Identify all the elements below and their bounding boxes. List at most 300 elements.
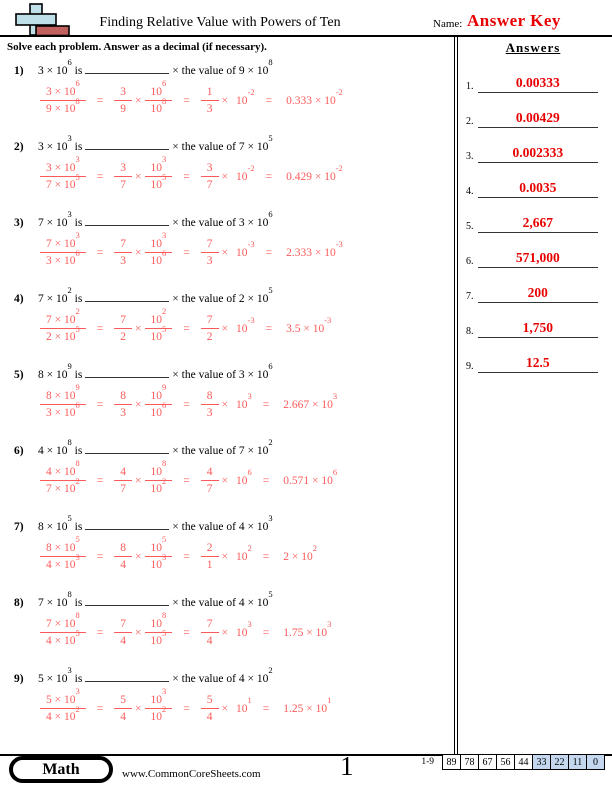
power-base: 10	[236, 322, 248, 335]
fraction-reduced	[201, 237, 219, 269]
question-rhs-coef: 3	[238, 217, 245, 229]
equals-symbol: =	[96, 398, 104, 411]
numerator-coef: 5	[46, 694, 52, 706]
problem-block	[14, 58, 452, 134]
times-symbol: ×	[46, 673, 54, 685]
denominator-base: 10	[64, 635, 76, 648]
instruction-text: Solve each problem. Answer as a decimal (if necessary).	[7, 41, 267, 53]
solution-result	[286, 239, 343, 259]
solution-line	[40, 382, 452, 421]
fraction-original	[40, 686, 86, 725]
question-rhs-exponent: 5	[268, 285, 273, 296]
times-symbol: ×	[54, 238, 62, 250]
fraction-numerator: 7	[114, 617, 132, 633]
numerator-coef: 8	[46, 542, 52, 554]
value-of-phrase: × the value of	[172, 597, 236, 609]
fraction-denominator: 3	[120, 255, 126, 268]
numerator-base: 10	[64, 542, 76, 554]
times-symbol: ×	[54, 255, 62, 268]
score-cell: 89	[442, 754, 461, 770]
fraction-coefficients	[114, 617, 132, 649]
power-exponent: 1	[247, 695, 252, 706]
answer-blank	[85, 671, 169, 682]
question-rhs-coef: 4	[238, 673, 245, 685]
equals-symbol: =	[262, 398, 270, 411]
answer-value: 1,750	[522, 320, 553, 335]
equals-symbol: =	[262, 550, 270, 563]
fraction-coefficients	[114, 85, 132, 117]
power-base: 10	[236, 246, 248, 259]
plus-eraser-logo-icon	[8, 3, 70, 37]
question-rhs-exponent: 6	[268, 209, 273, 220]
times-symbol: ×	[135, 626, 142, 639]
power-base: 10	[150, 542, 162, 554]
fraction-numerator: 7	[201, 237, 219, 253]
question-lhs-coef: 5	[38, 673, 44, 685]
fraction-denominator	[46, 551, 80, 572]
power-exponent: 6	[162, 399, 167, 410]
answer-row	[458, 303, 608, 338]
problem-number: 9)	[14, 673, 24, 685]
question-lhs-base: 10	[56, 141, 68, 153]
fraction-denominator	[150, 475, 167, 496]
power-exponent: 3	[162, 154, 167, 165]
fraction-numerator: 7	[201, 617, 219, 633]
fraction-numerator: 4	[114, 465, 132, 481]
times-symbol: ×	[312, 474, 319, 487]
answer-number: 2.	[466, 116, 474, 127]
numerator-exponent: 3	[75, 230, 80, 241]
answer-underline	[478, 319, 599, 338]
question-rhs-coef: 4	[238, 597, 245, 609]
denominator-base: 10	[64, 103, 76, 116]
fraction-original	[40, 78, 86, 117]
score-cell: 56	[496, 754, 515, 770]
result-base: 10	[315, 626, 328, 639]
power-base: 10	[236, 474, 248, 487]
fraction-coefficients	[114, 161, 132, 193]
question-rhs-base: 10	[256, 597, 269, 609]
fraction-reduced	[201, 389, 219, 421]
power-base: 10	[236, 94, 248, 107]
denominator-exponent: 5	[75, 627, 80, 638]
fraction-denominator: 4	[120, 711, 126, 724]
solution-result	[283, 467, 338, 487]
times-symbol: ×	[135, 702, 142, 715]
times-symbol: ×	[306, 702, 313, 715]
answer-value: 200	[527, 285, 548, 300]
fraction-numerator	[145, 610, 173, 633]
times-symbol: ×	[46, 445, 54, 457]
denominator-base: 10	[64, 483, 76, 496]
fraction-reduced	[201, 465, 219, 497]
answer-number: 4.	[466, 186, 474, 197]
question-rhs-base: 10	[256, 141, 269, 153]
fraction-denominator: 7	[120, 483, 126, 496]
power-exponent: 5	[162, 323, 167, 334]
question-lhs-base: 10	[56, 521, 68, 533]
solution-line	[40, 458, 452, 497]
times-symbol: ×	[54, 711, 62, 724]
equals-symbol: =	[262, 702, 270, 715]
fraction-reduced	[201, 161, 219, 193]
question-lhs-exponent: 8	[67, 589, 72, 600]
fraction-powers	[145, 382, 173, 421]
times-symbol: ×	[54, 466, 62, 478]
power-of-ten	[236, 543, 252, 563]
fraction-original	[40, 458, 86, 497]
fraction-coefficients	[114, 465, 132, 497]
worksheet-title: Finding Relative Value with Powers of Ten	[99, 15, 341, 30]
question-line	[14, 209, 452, 229]
question-lhs-coef: 4	[38, 445, 44, 457]
value-of-phrase: × the value of	[172, 65, 236, 77]
denominator-base: 10	[64, 255, 76, 268]
result-coef: 2.333	[286, 246, 312, 259]
fraction-denominator	[150, 399, 167, 420]
equals-symbol: =	[96, 550, 104, 563]
fraction-numerator: 7	[201, 313, 219, 329]
power-of-ten	[236, 467, 252, 487]
equals-symbol: =	[183, 246, 190, 259]
fraction-numerator: 3	[114, 85, 132, 101]
denominator-coef: 2	[46, 331, 52, 344]
times-symbol: ×	[135, 550, 142, 563]
fraction-reduced	[201, 313, 219, 345]
power-exponent: 6	[162, 78, 167, 89]
fraction-denominator	[46, 627, 80, 648]
times-symbol: ×	[135, 322, 142, 335]
power-base: 10	[150, 711, 162, 724]
score-cell: 22	[550, 754, 569, 770]
question-line	[14, 513, 452, 533]
times-symbol: ×	[247, 521, 254, 533]
denominator-exponent: 5	[75, 323, 80, 334]
fraction-reduced	[201, 541, 219, 573]
answer-blank	[85, 139, 169, 150]
solution-result	[283, 391, 338, 411]
answer-blank	[85, 443, 169, 454]
result-coef: 2	[283, 550, 289, 563]
question-lhs-coef: 3	[38, 141, 44, 153]
result-base: 10	[315, 702, 328, 715]
times-symbol: ×	[54, 542, 62, 554]
solution-result	[286, 315, 332, 335]
power-base: 10	[236, 550, 248, 563]
equals-symbol: =	[96, 702, 104, 715]
answer-underline	[478, 74, 599, 93]
denominator-exponent: 5	[75, 171, 80, 182]
question-line	[14, 361, 452, 381]
fraction-denominator	[150, 323, 167, 344]
times-symbol: ×	[221, 246, 228, 259]
fraction-denominator	[150, 627, 167, 648]
answer-value: 0.0035	[519, 180, 557, 195]
is-word: is	[74, 65, 83, 77]
question-lhs-base: 10	[56, 65, 68, 77]
result-base: 10	[301, 550, 313, 563]
denominator-coef: 4	[46, 711, 52, 724]
question-lhs-base: 10	[56, 293, 68, 305]
equals-symbol: =	[96, 474, 104, 487]
answer-row	[458, 233, 608, 268]
equals-symbol: =	[96, 322, 104, 335]
solution-line	[40, 306, 452, 345]
fraction-denominator	[150, 95, 167, 116]
fraction-numerator: 8	[114, 541, 132, 557]
answers-heading: Answers	[505, 40, 561, 55]
times-symbol: ×	[46, 217, 54, 229]
solution-result	[283, 695, 332, 715]
question-rhs-exponent: 5	[268, 133, 273, 144]
numerator-base: 10	[64, 618, 76, 630]
question-rhs-base: 10	[256, 673, 269, 685]
times-symbol: ×	[221, 398, 228, 411]
result-coef: 2.667	[283, 398, 310, 411]
fraction-denominator	[46, 475, 80, 496]
power-of-ten	[236, 695, 252, 715]
answer-value: 571,000	[515, 250, 560, 265]
result-coef: 3.5	[286, 322, 301, 335]
fraction-denominator	[150, 551, 167, 572]
fraction-powers	[145, 78, 173, 117]
times-symbol: ×	[221, 550, 228, 563]
fraction-numerator: 5	[201, 693, 219, 709]
answer-number: 5.	[466, 221, 474, 232]
power-exponent: -2	[247, 87, 255, 98]
problem-number: 1)	[14, 65, 24, 77]
answer-number: 8.	[466, 326, 474, 337]
fraction-numerator: 1	[201, 85, 219, 101]
times-symbol: ×	[314, 170, 322, 183]
solution-line	[40, 534, 452, 573]
fraction-original	[40, 306, 86, 345]
question-line	[14, 589, 452, 609]
power-base: 10	[150, 86, 162, 98]
fraction-denominator: 7	[120, 179, 126, 192]
equals-symbol: =	[265, 322, 273, 335]
problem-block	[14, 514, 452, 590]
fraction-original	[40, 534, 86, 573]
fraction-reduced	[201, 85, 219, 117]
answer-underline	[478, 179, 599, 198]
fraction-coefficients	[114, 237, 132, 269]
result-base: 10	[324, 246, 336, 259]
numerator-base: 10	[64, 86, 76, 98]
answer-blank	[85, 215, 169, 226]
power-exponent: 3	[162, 230, 167, 241]
fraction-coefficients	[114, 313, 132, 345]
denominator-coef: 9	[46, 103, 52, 116]
denominator-exponent: 3	[75, 551, 80, 562]
question-lhs-exponent: 3	[67, 133, 72, 144]
fraction-original	[40, 610, 86, 649]
answer-underline	[478, 249, 599, 268]
times-symbol: ×	[54, 407, 62, 420]
question-rhs-coef: 7	[238, 445, 245, 457]
value-of-phrase: × the value of	[172, 293, 236, 305]
fraction-denominator: 1	[206, 559, 213, 572]
times-symbol: ×	[247, 673, 254, 685]
power-base: 10	[236, 702, 248, 715]
score-cell: 67	[478, 754, 497, 770]
power-base: 10	[150, 162, 162, 174]
answer-number: 9.	[466, 361, 474, 372]
name-label: Name:	[433, 18, 463, 30]
power-base: 10	[150, 238, 162, 250]
question-lhs-coef: 3	[38, 65, 44, 77]
fraction-reduced	[201, 693, 219, 725]
fraction-numerator: 2	[201, 541, 219, 557]
power-base: 10	[150, 694, 162, 706]
question-rhs-base: 10	[256, 65, 269, 77]
result-base: 10	[324, 170, 336, 183]
numerator-exponent: 3	[75, 154, 80, 165]
answer-value: 0.002333	[512, 145, 564, 160]
result-exponent: 3	[327, 619, 332, 630]
numerator-coef: 3	[46, 86, 52, 98]
fraction-denominator: 4	[120, 635, 126, 648]
numerator-coef: 7	[46, 618, 52, 630]
question-rhs-base: 10	[256, 293, 269, 305]
denominator-base: 10	[64, 407, 76, 420]
times-symbol: ×	[46, 597, 54, 609]
fraction-denominator	[150, 171, 167, 192]
question-rhs-base: 10	[256, 369, 269, 381]
answer-row	[458, 93, 608, 128]
fraction-denominator: 3	[120, 407, 126, 420]
value-of-phrase: × the value of	[172, 141, 236, 153]
times-symbol: ×	[46, 65, 54, 77]
power-of-ten	[236, 163, 255, 183]
solution-line	[40, 610, 452, 649]
page-number: 1	[340, 751, 354, 781]
fraction-numerator	[145, 78, 173, 101]
fraction-numerator	[145, 534, 173, 557]
numerator-exponent: 6	[75, 78, 80, 89]
equals-symbol: =	[96, 170, 104, 183]
numerator-base: 10	[64, 238, 76, 250]
question-rhs-coef: 2	[238, 293, 245, 305]
power-base: 10	[150, 407, 162, 420]
power-base: 10	[150, 390, 162, 402]
times-symbol: ×	[303, 322, 310, 335]
power-base: 10	[150, 331, 162, 344]
fraction-denominator	[46, 247, 80, 268]
solution-line	[40, 686, 452, 725]
times-symbol: ×	[54, 390, 62, 402]
equals-symbol: =	[265, 94, 273, 107]
fraction-powers	[145, 458, 173, 497]
times-symbol: ×	[247, 293, 254, 305]
answer-value: 0.00333	[515, 75, 560, 90]
power-exponent: 8	[162, 95, 167, 106]
power-exponent: 8	[162, 458, 167, 469]
equals-symbol: =	[96, 626, 104, 639]
times-symbol: ×	[54, 162, 62, 174]
times-symbol: ×	[54, 331, 62, 344]
question-rhs-coef: 7	[238, 141, 245, 153]
score-cells	[443, 754, 605, 770]
question-lhs-coef: 7	[38, 597, 44, 609]
equals-symbol: =	[183, 398, 190, 411]
problem-number: 8)	[14, 597, 24, 609]
question-rhs-coef: 4	[238, 521, 245, 533]
score-cell: 44	[514, 754, 533, 770]
fraction-denominator: 7	[206, 483, 213, 496]
score-cell: 11	[568, 754, 587, 770]
value-of-phrase: × the value of	[172, 369, 236, 381]
result-base: 10	[321, 398, 333, 411]
question-line	[14, 665, 452, 685]
fraction-powers	[145, 534, 173, 573]
denominator-base: 10	[64, 559, 76, 572]
question-rhs-coef: 3	[238, 369, 245, 381]
result-exponent: 2	[312, 543, 317, 554]
numerator-coef: 8	[46, 390, 52, 402]
result-exponent: -2	[335, 87, 343, 98]
numerator-exponent: 9	[75, 382, 80, 393]
question-lhs-coef: 7	[38, 293, 44, 305]
power-base: 10	[150, 103, 162, 116]
result-coef: 0.333	[286, 94, 312, 107]
is-word: is	[74, 521, 83, 533]
question-line	[14, 57, 452, 77]
denominator-base: 10	[64, 711, 76, 724]
times-symbol: ×	[54, 694, 62, 706]
equals-symbol: =	[262, 626, 270, 639]
answer-row	[458, 198, 608, 233]
numerator-coef: 3	[46, 162, 52, 174]
times-symbol: ×	[54, 559, 62, 572]
answer-number: 3.	[466, 151, 474, 162]
question-line	[14, 437, 452, 457]
equals-symbol: =	[183, 94, 190, 107]
answer-blank	[85, 595, 169, 606]
numerator-base: 10	[64, 162, 76, 174]
result-exponent: -3	[335, 239, 343, 250]
result-exponent: 6	[332, 467, 338, 478]
solution-result	[286, 87, 343, 107]
fraction-original	[40, 382, 86, 421]
fraction-numerator: 5	[114, 693, 132, 709]
question-lhs-base: 10	[56, 597, 68, 609]
header-divider	[0, 35, 612, 37]
times-symbol: ×	[247, 597, 254, 609]
result-exponent: -2	[335, 163, 343, 174]
power-base: 10	[150, 179, 162, 192]
numerator-base: 10	[64, 390, 76, 402]
problem-number: 2)	[14, 141, 24, 153]
fraction-numerator: 8	[114, 389, 132, 405]
result-base: 10	[312, 322, 325, 335]
denominator-exponent: 2	[75, 703, 80, 714]
times-symbol: ×	[135, 170, 142, 183]
numerator-base: 10	[64, 314, 76, 326]
equals-symbol: =	[96, 246, 104, 259]
fraction-denominator: 2	[120, 331, 126, 344]
value-of-phrase: × the value of	[172, 673, 236, 685]
problem-block	[14, 362, 452, 438]
answers-list	[458, 58, 608, 373]
equals-symbol: =	[183, 702, 190, 715]
subject-badge: Math	[9, 756, 113, 783]
result-base: 10	[321, 474, 333, 487]
answer-underline	[478, 214, 599, 233]
power-of-ten	[236, 87, 255, 107]
answer-blank	[85, 519, 169, 530]
problem-block	[14, 438, 452, 514]
